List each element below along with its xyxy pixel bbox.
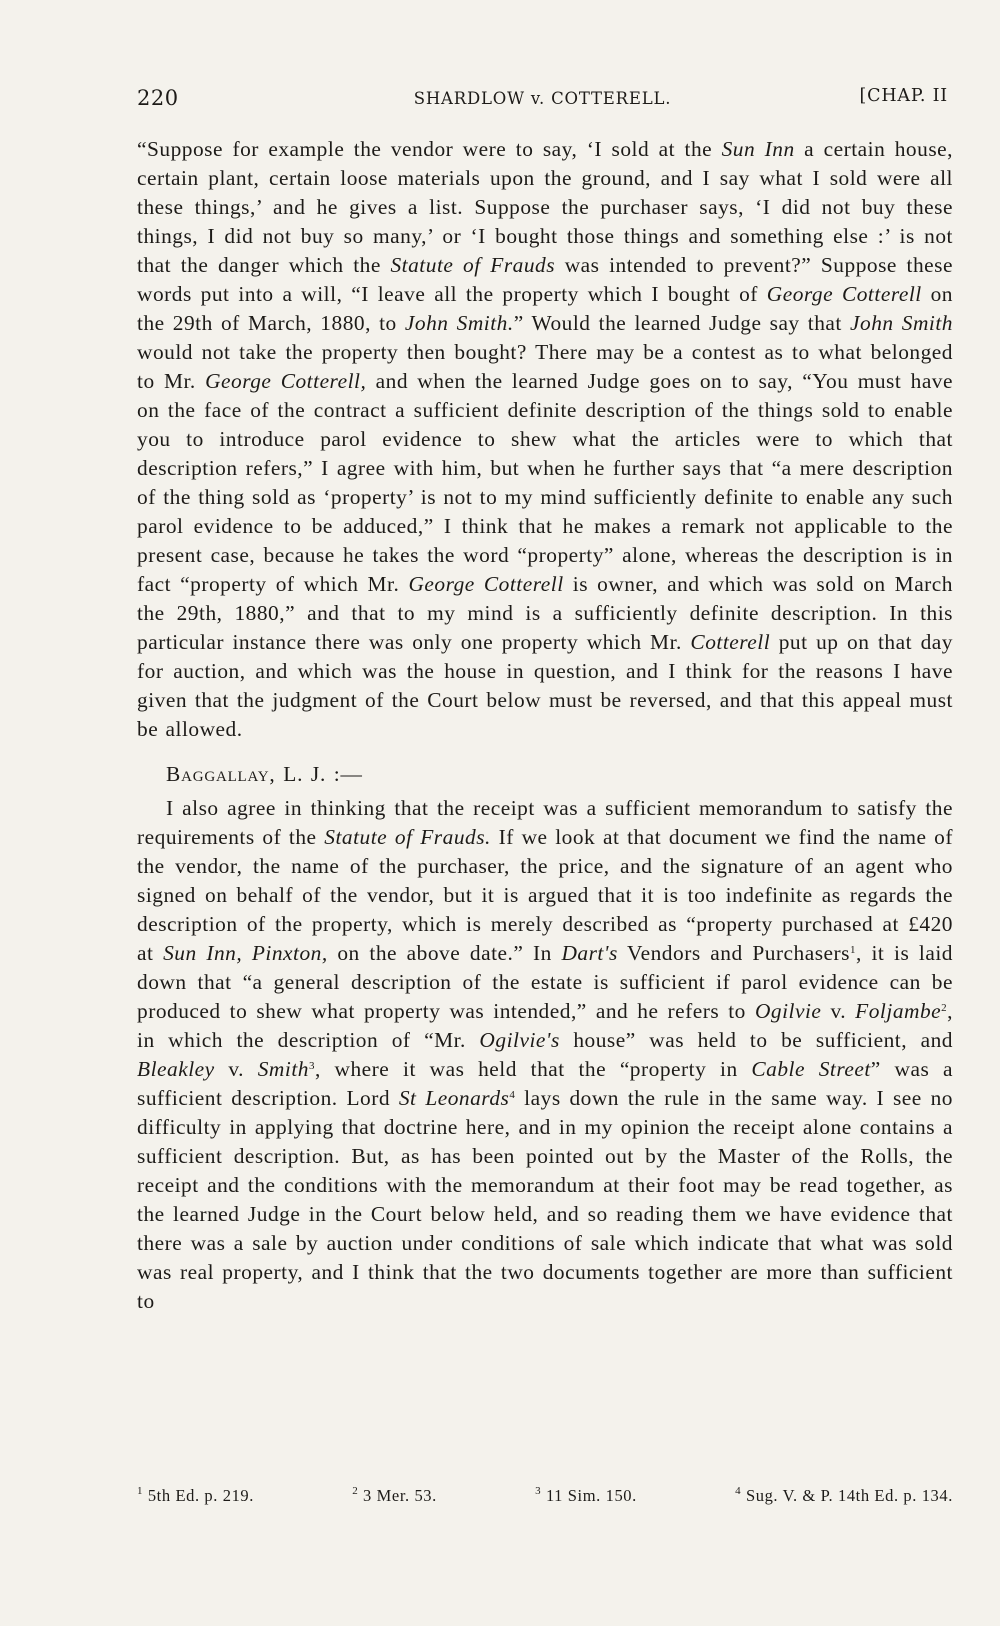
footnote-text: 5th Ed. p. 219. bbox=[143, 1486, 254, 1505]
italic-run: Statute of Frauds. bbox=[324, 825, 491, 849]
footnote-ref: 4 bbox=[509, 1089, 516, 1101]
italic-run: Sun Inn bbox=[721, 137, 795, 161]
italic-run: Dart's bbox=[561, 941, 618, 965]
paragraph-baggallay-opinion bbox=[137, 794, 953, 1316]
italic-run: Cotterell bbox=[690, 630, 771, 654]
footnote-ref: 3 bbox=[308, 1060, 315, 1072]
text-run: ” was a sufficient description. Lord bbox=[137, 1057, 953, 1110]
text-run: v. bbox=[821, 999, 856, 1023]
text-run: If we look at that document we find the name of the vendor, the name of the purchaser, the price, and the signature of an agent who signed on behalf of the vendor, but it is argued that it is too indefinite as regards the description of the property, which is merely described as “property purchased at £420 at bbox=[137, 825, 953, 965]
italic-run: St Leonards bbox=[398, 1086, 510, 1110]
text-run: and when the learned Judge goes on to say, “You must have on the face of the contract a sufficient definite description of the things sold to enable you to introduce parol evidence to shew what the articles were to which that description refers,” I agree with him, but when he further says that “a mere description of the thing sold as ‘property’ is not to my mind sufficiently definite to enable any such parol evidence to be adduced,” I think that he makes a remark not applicable to the present case, because he takes the word “property” alone, whereas the description is in fact “property of which Mr. bbox=[137, 369, 953, 596]
italic-run: Bleakley bbox=[137, 1057, 215, 1081]
italic-run: Statute of Frauds bbox=[390, 253, 556, 277]
text-run: was intended to prevent?” Suppose these words put into a will, “I leave all the property which I bought of bbox=[137, 253, 953, 306]
text-run: , in which the description of “Mr. bbox=[137, 999, 954, 1052]
italic-run: Sun Inn, Pinxton, bbox=[163, 941, 328, 965]
chapter-marker: [CHAP. II bbox=[859, 86, 948, 106]
text-run: , it is laid down that “a general description of the estate is sufficient if parol evidence can be produced to shew what property was intended,” and he refers to bbox=[137, 941, 953, 1023]
footnote-mark: 1 bbox=[137, 1485, 144, 1497]
footnote-mark: 4 bbox=[735, 1485, 742, 1497]
italic-run: Cable Street bbox=[751, 1057, 871, 1081]
text-run: put up on that day for auction, and which was the house in question, and I think for the reasons I have given that the judgment of the Court below must be reversed, and that this appeal must be allowed. bbox=[137, 630, 953, 741]
text-run: house” was held to be sufficient, and bbox=[559, 1028, 953, 1052]
italic-run: George Cotterell bbox=[408, 572, 564, 596]
footnote-text: Sug. V. & P. 14th Ed. p. 134. bbox=[741, 1486, 953, 1505]
text-run: lays down the rule in the same way. I see no difficulty in applying that doctrine here, and in my opinion the receipt alone contains a sufficient description. But, as has been pointed out by the Master of the Rolls, the receipt and the conditions with the memorandum at their foot may be read together, as the learned Judge in the Court below held, and so reading them we have evidence that there was a sale by auction under conditions of sale which indicate that what was sold was real property, and I think that the two documents together are more than sufficient to bbox=[137, 1086, 953, 1313]
italic-run: John Smith bbox=[850, 311, 953, 335]
italic-run: George Cotterell, bbox=[205, 369, 367, 393]
italic-run: John Smith. bbox=[404, 311, 514, 335]
page-number: 220 bbox=[137, 86, 179, 110]
footnote-3 bbox=[535, 1486, 637, 1506]
italic-run: Ogilvie bbox=[754, 999, 822, 1023]
footnote-ref: 1 bbox=[849, 944, 856, 956]
text-run: , where it was held that the “property in bbox=[314, 1057, 752, 1081]
text-run: v. bbox=[214, 1057, 258, 1081]
running-title: SHARDLOW v. COTTERELL. bbox=[413, 89, 672, 108]
text-run: on the above date.” In bbox=[327, 941, 562, 965]
running-header bbox=[137, 86, 948, 116]
text-run: Vendors and Purchasers bbox=[617, 941, 850, 965]
footnotes bbox=[137, 1486, 953, 1506]
text-run: a certain house, certain plant, certain loose materials upon the ground, and I say what I sold were all these things,’ and he gives a list. Suppose the purchaser says, ‘I did not buy these things, I did not buy so many,’ or ‘I bought those things and something else :’ is not that the danger which the bbox=[137, 137, 953, 277]
footnote-mark: 2 bbox=[352, 1485, 359, 1497]
body-text bbox=[137, 135, 953, 1316]
footnote-4 bbox=[735, 1486, 953, 1506]
text-run: on the 29th of March, 1880, to bbox=[137, 282, 953, 335]
text-run: would not take the property then bought? There may be a contest as to what belonged to Mr. bbox=[137, 340, 953, 393]
italic-run: Foljambe bbox=[855, 999, 942, 1023]
text-run: ” Would the learned Judge say that bbox=[513, 311, 851, 335]
footnote-mark: 3 bbox=[535, 1485, 542, 1497]
italic-run: Smith bbox=[257, 1057, 309, 1081]
footnote-ref: 2 bbox=[941, 1002, 948, 1014]
footnote-text: 11 Sim. 150. bbox=[541, 1486, 637, 1505]
footnote-1 bbox=[137, 1486, 254, 1506]
italic-run: George Cotterell bbox=[766, 282, 922, 306]
text-run: “Suppose for example the vendor were to say, ‘I sold at the bbox=[137, 137, 722, 161]
text-run: I also agree in thinking that the receipt was a sufficient memorandum to satisfy the requirements of the bbox=[137, 796, 953, 849]
italic-run: Ogilvie's bbox=[479, 1028, 560, 1052]
speaker-heading: Baggallay, L. J. :— bbox=[166, 762, 363, 786]
footnote-text: 3 Mer. 53. bbox=[358, 1486, 437, 1505]
text-run: is owner, and which was sold on March the 29th, 1880,” and that to my mind is a sufficiently definite description. In this particular instance there was only one property which Mr. bbox=[137, 572, 953, 654]
paragraph-master-of-rolls-conclusion bbox=[137, 135, 953, 744]
footnote-2 bbox=[352, 1486, 437, 1506]
